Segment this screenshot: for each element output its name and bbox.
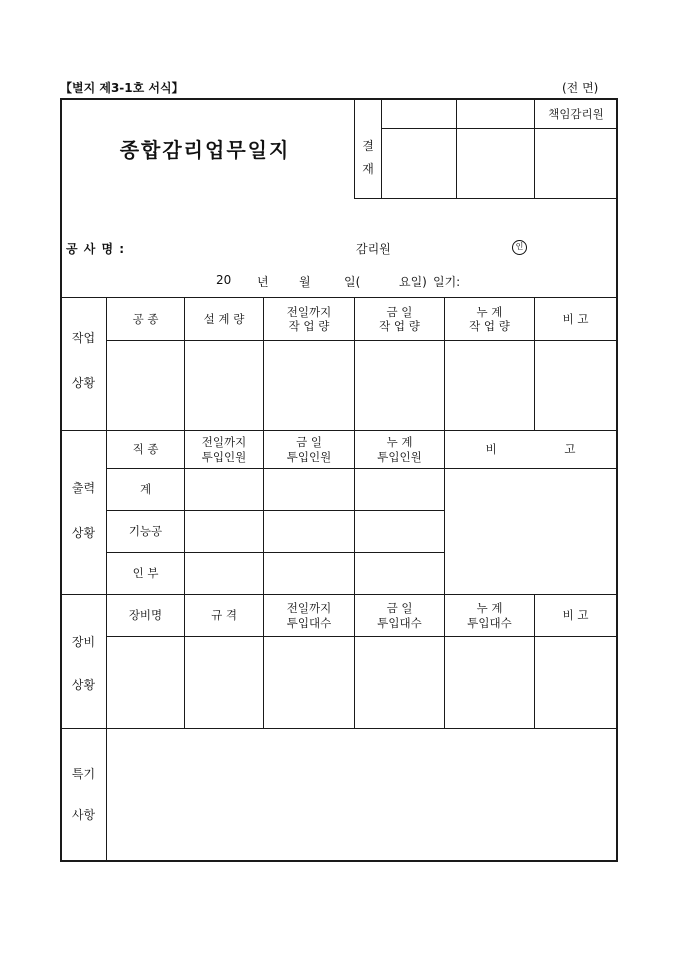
date-weather: 일기:	[433, 275, 461, 289]
project-name-field[interactable]	[130, 236, 340, 256]
project-name-label: 공 사 명 :	[66, 242, 126, 256]
labor-header-remarks: 비 고	[485, 442, 576, 457]
work-header-type: 공 종	[132, 311, 159, 326]
work-header-today-qty: 금 일 작 업 량	[379, 304, 420, 333]
seal-mark-icon: 인	[512, 238, 527, 255]
notes-field[interactable]	[108, 730, 615, 859]
date-nyeon: 년	[257, 275, 269, 289]
labor-row-total: 계	[139, 482, 152, 497]
equipment-header-spec: 규 격	[211, 608, 237, 623]
equipment-header-prev: 전일까지 투입대수	[286, 601, 332, 630]
labor-label-top: 출력	[71, 480, 96, 495]
work-header-design-qty: 설 계 량	[203, 311, 245, 326]
work-label-bottom: 상황	[71, 375, 96, 390]
date-il: 일(	[344, 275, 361, 289]
date-yoil: 요일)	[399, 275, 427, 289]
approval-gyeol: 결	[362, 138, 374, 153]
equipment-label-bottom: 상황	[71, 677, 96, 692]
labor-label-bottom: 상황	[71, 525, 96, 540]
date-wol: 월	[299, 275, 311, 289]
labor-header-today: 금 일 투입인원	[286, 435, 332, 464]
approval-jae: 재	[362, 161, 374, 176]
date-year: 20	[216, 273, 232, 287]
approval-role-chief-supervisor: 책임감리원	[548, 106, 604, 121]
document-title: 종합감리업무일지	[119, 137, 291, 162]
work-header-cumulative-qty: 누 계 작 업 량	[469, 304, 510, 333]
labor-row-skilled: 기능공	[128, 524, 163, 539]
page-side-label: (전 면)	[562, 81, 599, 95]
labor-row-laborer: 인 부	[132, 566, 159, 581]
notes-label-top: 특기	[71, 766, 96, 781]
form-label: 【별지 제3-1호 서식】	[60, 81, 184, 95]
work-header-remarks: 비 고	[562, 311, 589, 326]
approval-sign-field-2[interactable]	[457, 130, 533, 197]
equipment-header-today: 금 일 투입대수	[377, 601, 422, 630]
supervisor-label: 감리원	[356, 242, 391, 256]
notes-label-bottom: 사항	[71, 807, 96, 822]
approval-sign-field-1[interactable]	[382, 130, 456, 197]
labor-header-cumulative: 누 계 투입인원	[377, 435, 422, 464]
equipment-header-name: 장비명	[128, 608, 163, 623]
labor-header-trade: 직 종	[132, 442, 159, 457]
work-header-prev-qty: 전일까지 작 업 량	[286, 304, 332, 333]
labor-header-prev: 전일까지 투입인원	[201, 435, 247, 464]
equipment-header-cumulative: 누 계 투입대수	[467, 601, 512, 630]
equipment-label-top: 장비	[71, 634, 96, 649]
approval-sign-field-chief[interactable]	[535, 130, 616, 197]
equipment-header-remarks: 비 고	[562, 608, 589, 623]
work-label-top: 작업	[71, 330, 96, 345]
